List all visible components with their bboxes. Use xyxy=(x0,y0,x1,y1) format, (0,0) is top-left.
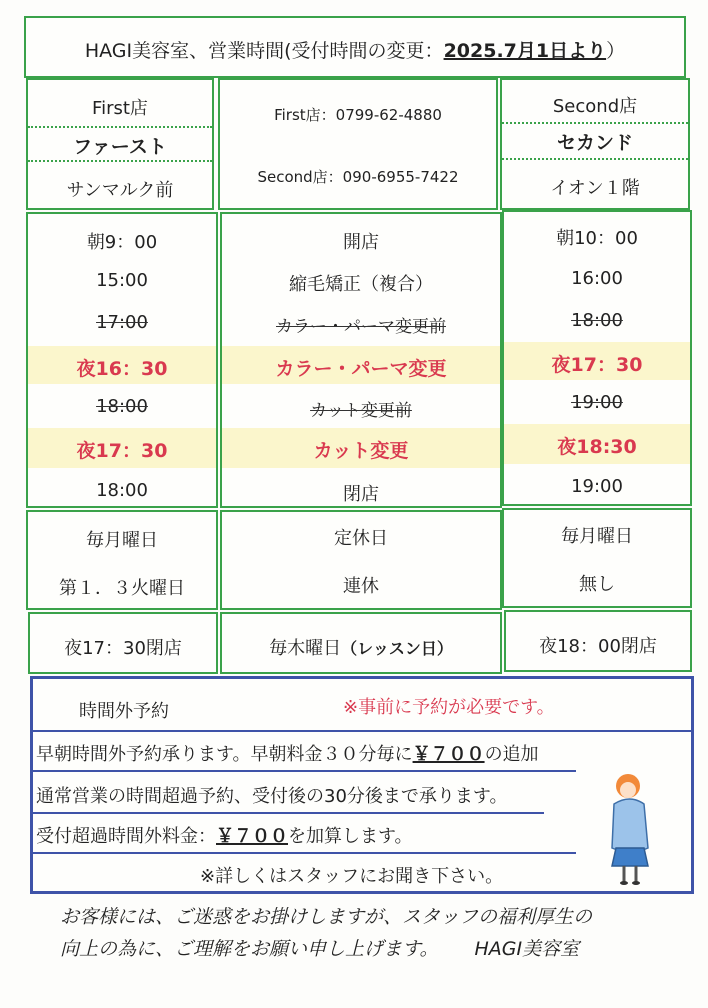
second-holiday-weekly: 毎月曜日 xyxy=(561,526,633,547)
first-open-time: 朝9：00 xyxy=(86,232,158,253)
first-thursday xyxy=(28,612,218,674)
regular-holiday-label: 定休日 xyxy=(334,528,388,549)
first-close-time: 18:00 xyxy=(96,480,148,501)
divider xyxy=(28,126,212,128)
divider xyxy=(30,852,576,854)
first-color-perm-new-time: 夜16：30 xyxy=(76,358,168,380)
first-shop-box xyxy=(26,78,214,210)
open-label: 開店 xyxy=(343,232,379,253)
divider xyxy=(28,160,212,162)
divider xyxy=(30,812,544,814)
second-thursday xyxy=(504,610,692,672)
first-holidays xyxy=(26,510,218,610)
color-perm-new-label: カラー・パーマ変更 xyxy=(275,358,447,380)
second-shop-label: Second店 xyxy=(552,96,638,117)
second-shop-location: イオン１階 xyxy=(550,178,640,199)
color-perm-old-label: カラー・パーマ変更前 xyxy=(276,317,446,337)
first-phone: First店：0799-62-4880 xyxy=(274,106,442,124)
first-shop-location: サンマルク前 xyxy=(66,180,174,201)
middle-thursday xyxy=(220,612,502,674)
divider xyxy=(502,158,688,160)
second-shop-box xyxy=(500,78,690,210)
consecutive-holiday-label: 連休 xyxy=(343,576,379,597)
second-phone: Second店：090-6955-7422 xyxy=(257,168,459,186)
footer-line-2: 向上の為に、ご理解をお願い申し上げます。 HAGI美容室 xyxy=(60,938,580,960)
thursday-lesson-day: 毎木曜日（レッスン日） xyxy=(269,638,453,659)
early-fee: ￥７００ xyxy=(412,744,485,765)
first-shop-name: ファースト xyxy=(73,136,167,158)
second-thursday-close: 夜18：00閉店 xyxy=(539,636,657,657)
overtime-fee: ￥７００ xyxy=(216,826,288,847)
middle-schedule xyxy=(220,212,502,508)
close-label: 閉店 xyxy=(343,484,379,505)
second-cut-old-time: 19:00 xyxy=(571,392,623,413)
first-straight-perm-time: 15:00 xyxy=(96,270,148,291)
second-color-perm-old-time: 18:00 xyxy=(571,310,623,331)
second-close-time: 19:00 xyxy=(571,476,623,497)
first-holiday-monthly: 第１．３火曜日 xyxy=(59,578,185,599)
divider xyxy=(30,770,576,772)
second-cut-new-time: 夜18:30 xyxy=(557,436,637,458)
cut-old-label: カット変更前 xyxy=(310,401,412,421)
second-shop-name: セカンド xyxy=(556,132,633,154)
second-holidays xyxy=(502,508,692,608)
effective-date: 2025.7月1日より xyxy=(443,40,607,62)
first-shop-label: First店 xyxy=(92,98,148,119)
phone-box xyxy=(218,78,498,210)
divider xyxy=(502,122,688,124)
shop-name: HAGI美容室 xyxy=(474,938,580,960)
divider xyxy=(30,730,694,732)
ask-staff-note: ※詳しくはスタッフにお聞き下さい。 xyxy=(200,866,504,887)
second-straight-perm-time: 16:00 xyxy=(571,268,623,289)
cut-new-label: カット変更 xyxy=(313,440,409,462)
second-color-perm-new-time: 夜17：30 xyxy=(551,354,643,376)
second-open-time: 朝10：00 xyxy=(556,228,638,249)
straight-perm-label: 縮毛矯正（複合） xyxy=(289,274,433,295)
header-box xyxy=(24,16,686,78)
bowing-staff-illustration xyxy=(596,770,666,888)
first-schedule xyxy=(26,212,218,508)
header-title: HAGI美容室、営業時間(受付時間の変更：2025.7月1日より） xyxy=(84,40,626,62)
offhours-title: 時間外予約 xyxy=(79,701,169,722)
overtime-reservation-note: 通常営業の時間超過予約、受付後の30分後まで承ります。 xyxy=(36,786,508,807)
early-reservation-note: 早朝時間外予約承ります。早朝料金３０分毎に￥７００の追加 xyxy=(36,744,539,765)
first-color-perm-old-time: 17:00 xyxy=(96,312,148,333)
middle-holidays xyxy=(220,510,502,610)
first-cut-old-time: 18:00 xyxy=(96,396,148,417)
footer-line-1: お客様には、ご迷惑をお掛けしますが、スタッフの福利厚生の xyxy=(60,906,593,928)
advance-reservation-required: ※事前に予約が必要です。 xyxy=(343,697,555,718)
first-cut-new-time: 夜17：30 xyxy=(76,440,168,462)
second-holiday-none: 無し xyxy=(579,574,615,595)
first-thursday-close: 夜17：30閉店 xyxy=(64,638,182,659)
second-schedule xyxy=(502,210,692,506)
overtime-fee-note: 受付超過時間外料金：￥７００を加算します。 xyxy=(36,826,413,847)
first-holiday-weekly: 毎月曜日 xyxy=(86,530,158,551)
